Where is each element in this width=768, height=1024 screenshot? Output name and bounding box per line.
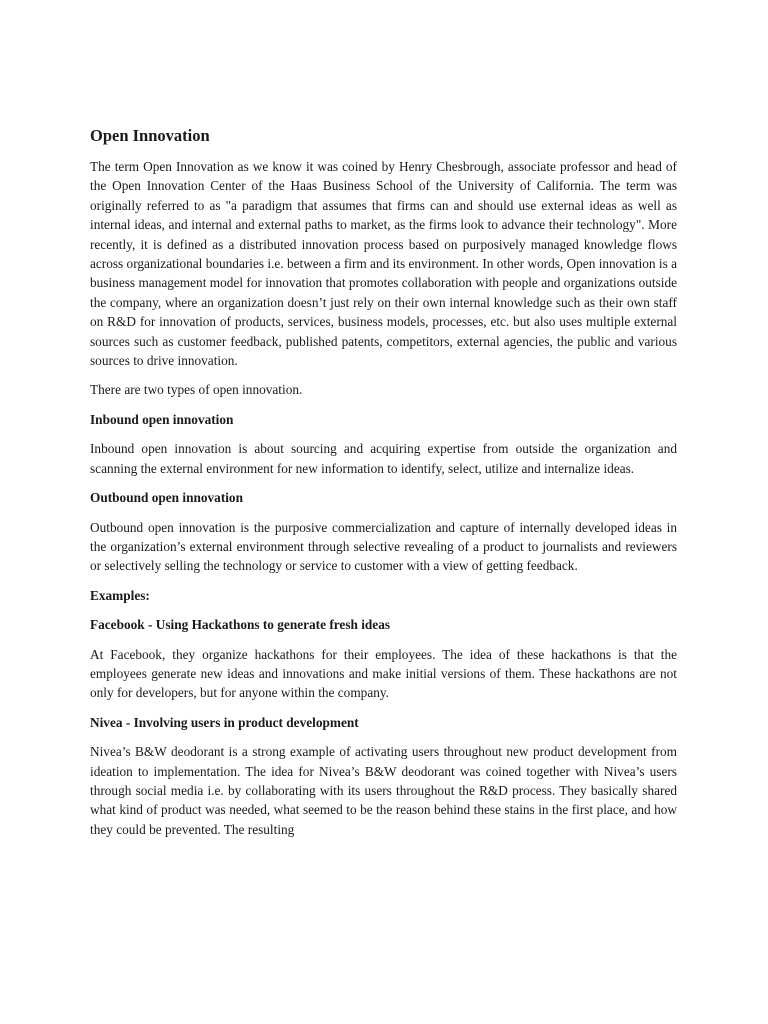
nivea-heading: Nivea - Involving users in product development bbox=[90, 714, 359, 730]
document-title: Open Innovation bbox=[90, 126, 210, 145]
outbound-paragraph: Outbound open innovation is the purposive commercialization and capture of internally developed ideas in the organization’s external environment through selective revealing of a product to journalists and reviewers or selectively selling the technology or service to customer with a view of getting feedback. bbox=[90, 519, 677, 574]
nivea-paragraph: Nivea’s B&W deodorant is a strong example of activating users throughout new product development from ideation to implementation. The idea for Nivea’s B&W deodorant was coined together with Nivea’s users through social media i.e. by collaborating with its users throughout the R&D process. They basically shared what kind of product was needed, what seemed to be the reason behind these stains in the first place, and how they could be prevented. The resulting bbox=[90, 744, 677, 837]
facebook-paragraph: At Facebook, they organize hackathons for their employees. The idea of these hackathons is that the employees generate new ideas and innovations and make initial versions of them. These hackathons are not only for developers, but for anyone within the company. bbox=[90, 646, 677, 701]
inbound-paragraph: Inbound open innovation is about sourcing and acquiring expertise from outside the organization and scanning the external environment for new information to identify, select, utilize and internalize ideas. bbox=[90, 441, 677, 476]
outbound-heading: Outbound open innovation bbox=[90, 490, 243, 506]
examples-heading: Examples: bbox=[90, 587, 150, 603]
types-intro-paragraph: There are two types of open innovation. bbox=[90, 382, 303, 398]
facebook-heading: Facebook - Using Hackathons to generate fresh ideas bbox=[90, 617, 391, 633]
intro-paragraph: The term Open Innovation as we know it was coined by Henry Chesbrough, associate professor and head of the Open Innovation Center of the Haas Business School of the University of California. The term was originally referred to as "a paradigm that assumes that firms can and should use external ideas as well as internal ideas, and internal and external paths to market, as the firms look to advance their technology". More recently, it is defined as a distributed innovation process based on purposively managed knowledge flows across organizational boundaries i.e. between a firm and its environment. In other words, Open innovation is a business management model for innovation that promotes collaboration with people and organizations outside the company, where an organization doesn’t just rely on their own internal knowledge such as their own staff on R&D for innovation of products, services, business models, processes, etc. but also uses multiple external sources such as customer feedback, published patents, competitors, external agencies, the public and various sources to drive innovation. bbox=[90, 159, 677, 369]
document-page bbox=[90, 124, 677, 839]
inbound-heading: Inbound open innovation bbox=[90, 411, 234, 427]
